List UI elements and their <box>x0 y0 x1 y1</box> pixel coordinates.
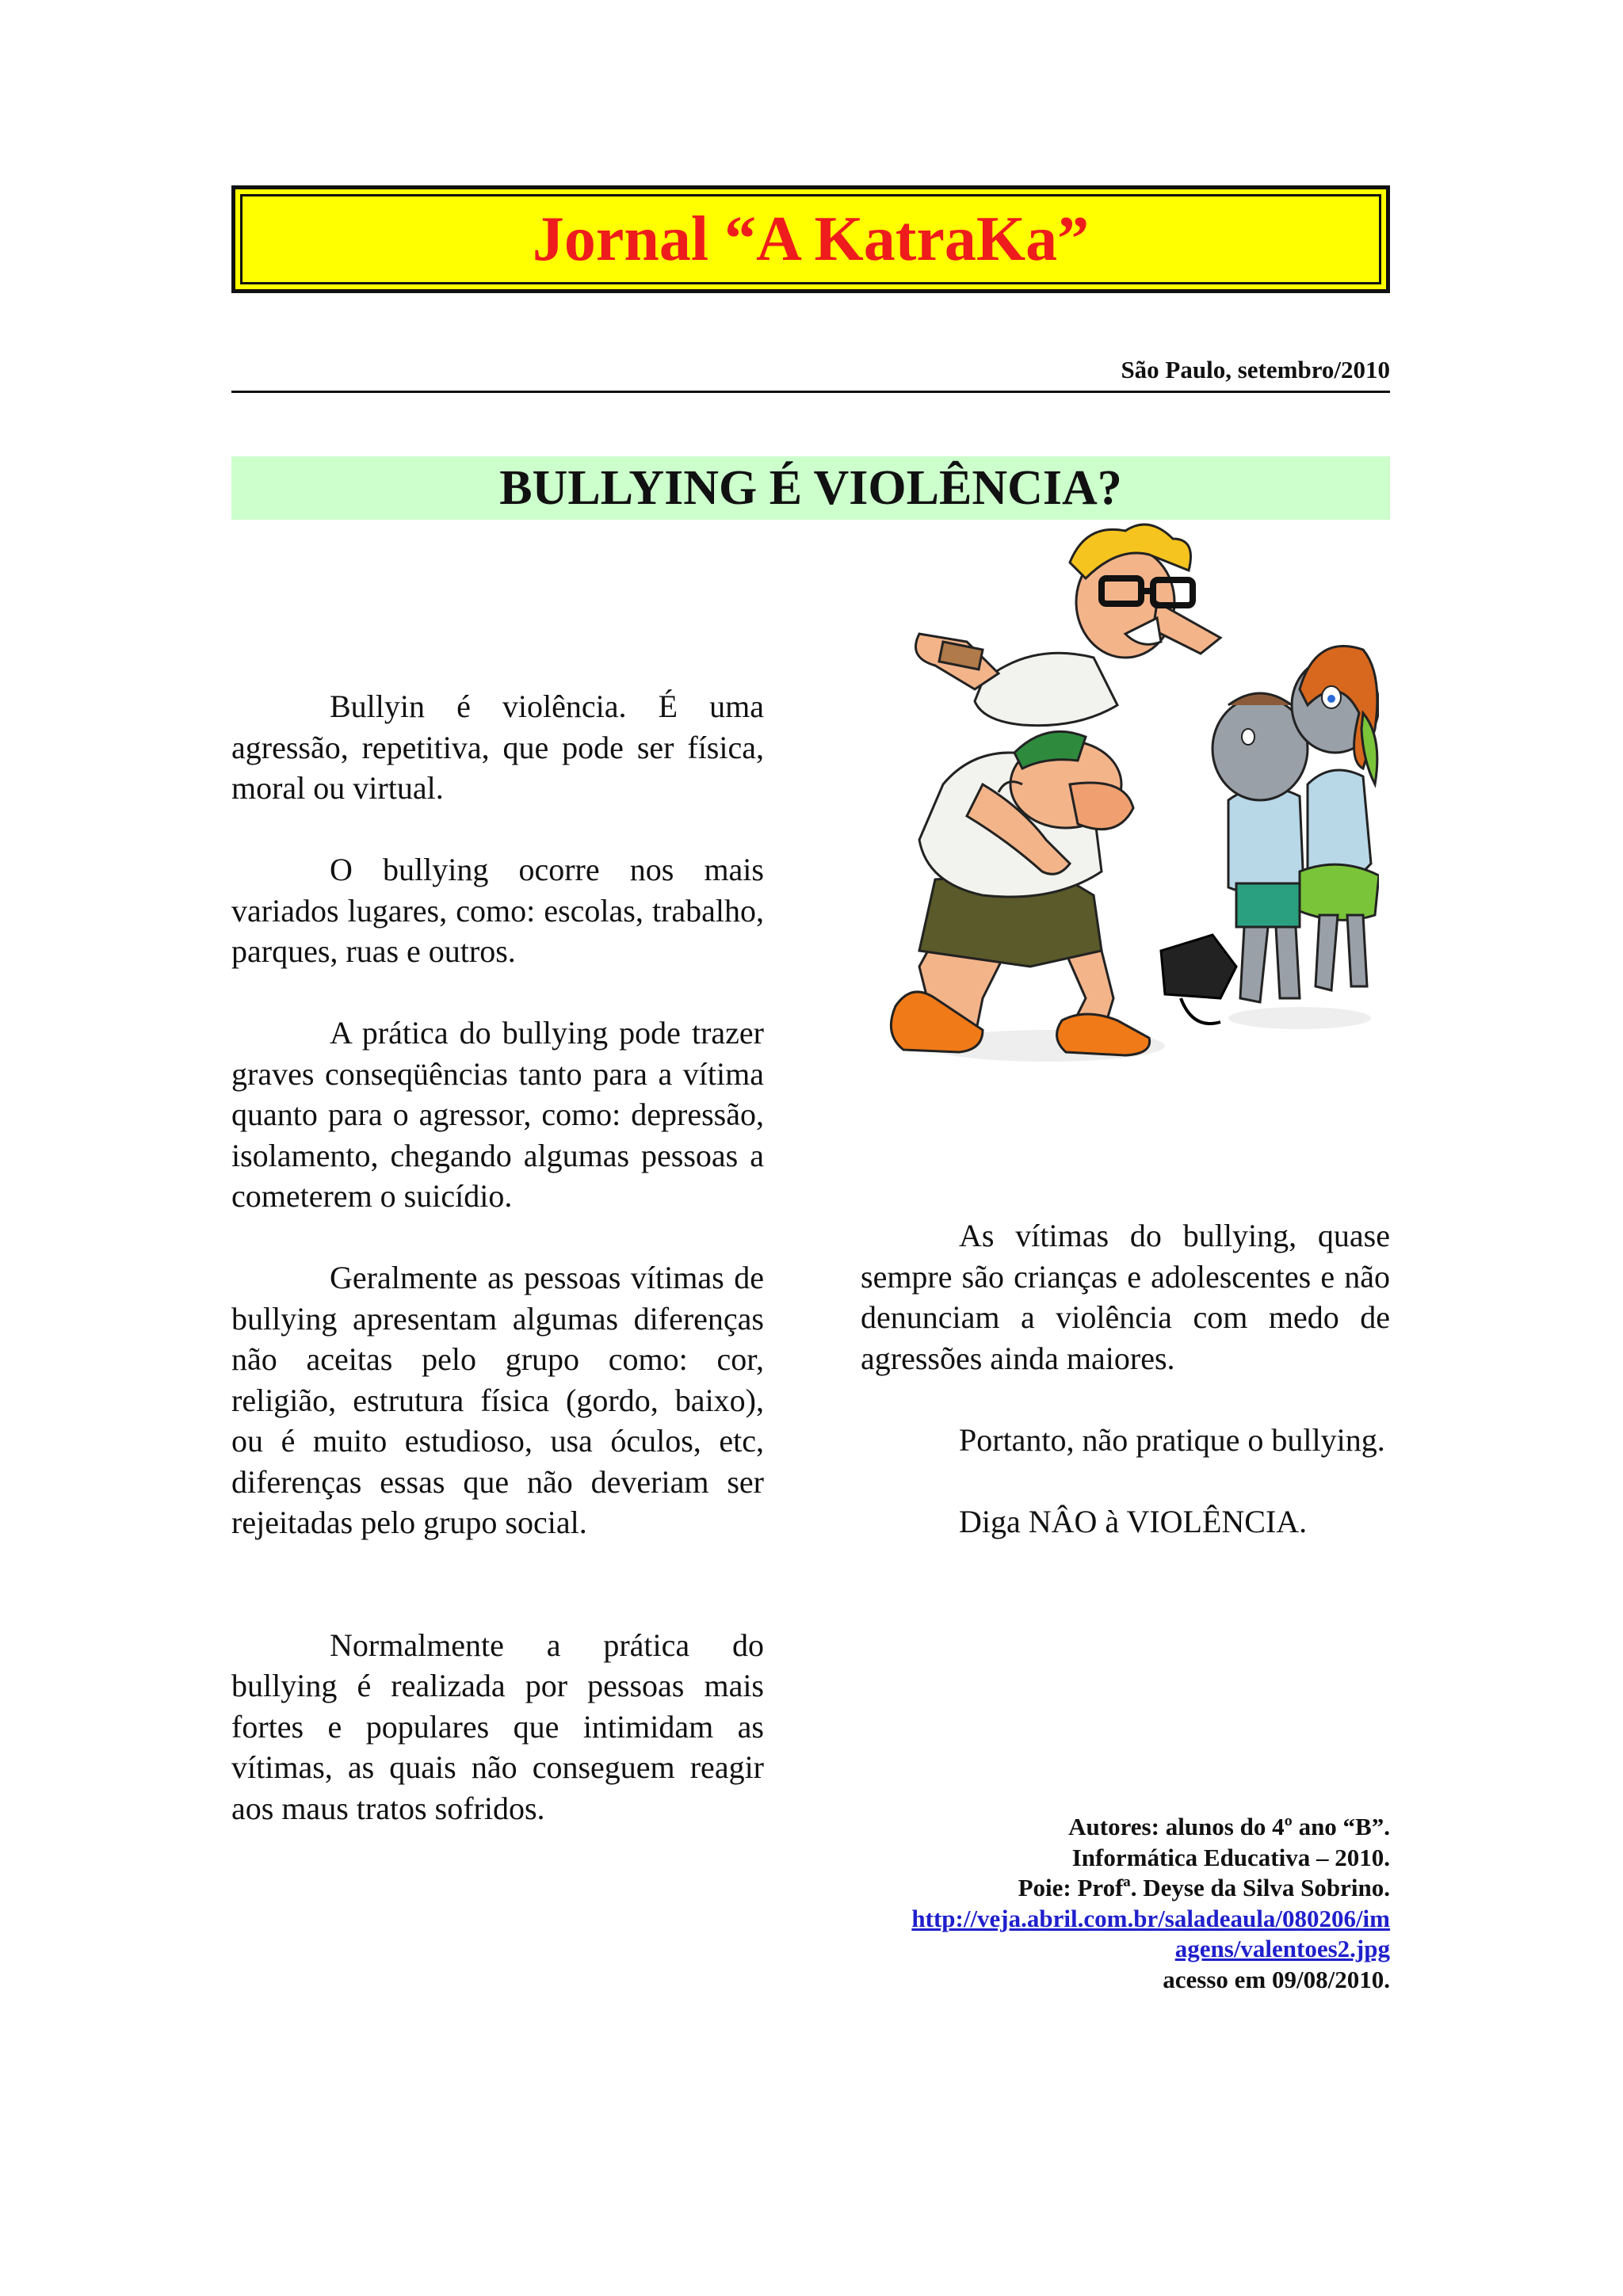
image-source-link-continued[interactable]: agens/valentoes2.jpg <box>1174 1935 1390 1962</box>
grey-boy-leg <box>1240 927 1268 1002</box>
paragraph: Geralmente as pessoas vítimas de bullying apresentam algumas diferenças não aceitas pelo grupo como: cor, religião, estrutura física (gordo, baixo), ou é muito estudioso, usa óculos, etc, diferenças essas que não deveriam ser rejeitadas pelo grupo social. <box>231 1260 764 1540</box>
grey-boy-shorts <box>1236 883 1300 927</box>
header-divider <box>231 391 1390 393</box>
school-bag-strap <box>1181 998 1220 1024</box>
paragraph: As vítimas do bullying, quase sempre são crianças e adolescentes e não denunciam a violência com medo de agressões ainda maiores. <box>861 1218 1390 1376</box>
girl-leg <box>1347 915 1367 986</box>
grey-boy-eye <box>1242 729 1254 745</box>
school-bag-icon <box>1161 935 1236 998</box>
tall-kid-nose <box>1153 602 1220 654</box>
girl-leg <box>1316 915 1338 990</box>
grey-boy-leg <box>1276 927 1300 998</box>
bully-open-mouth <box>1070 783 1133 830</box>
paragraph: Portanto, não pratique o bullying. <box>959 1421 1385 1458</box>
girl-pupil <box>1327 695 1335 703</box>
right-column <box>861 1215 1390 1542</box>
dateline: São Paulo, setembro/2010 <box>1121 356 1390 383</box>
newspaper-title: Jornal “A KatraKa” <box>532 204 1090 274</box>
credits-block <box>861 1812 1390 1995</box>
grey-boy-hair <box>1228 693 1292 705</box>
paragraph: Normalmente a prática do bullying é realizada por pessoas mais fortes e populares que intimidam as vítimas, as quais não conseguem reagir aos maus tratos sofridos. <box>231 1627 764 1826</box>
shadow-shape <box>1228 1007 1371 1029</box>
credits-teacher: Poie: Profª. Deyse da Silva Sobrino. <box>1018 1874 1390 1901</box>
paragraph: Bullyin é violência. É uma agressão, repetitiva, que pode ser física, moral ou virtual. <box>231 688 764 806</box>
newspaper-masthead <box>231 185 1390 293</box>
paragraph: A prática do bullying pode trazer graves conseqüências tanto para a vítima quanto para o agressor, como: depressão, isolamento, chegando algumas pessoas a cometerem o suicídio. <box>231 1015 764 1214</box>
headline-banner <box>231 456 1390 520</box>
girl-skirt <box>1300 864 1379 920</box>
image-source-link[interactable]: http://veja.abril.com.br/saladeaula/080206/im <box>911 1904 1390 1932</box>
credits-accessed-date: acesso em 09/08/2010. <box>1163 1965 1390 1993</box>
bully-front-shoe <box>1057 1014 1150 1055</box>
credits-authors: Autores: alunos do 4º ano “B”. <box>1068 1813 1390 1840</box>
left-column <box>231 686 764 1829</box>
tall-kid-shirt <box>975 653 1117 725</box>
article-headline: BULLYING É VIOLÊNCIA? <box>499 461 1122 515</box>
paragraph: Diga NÂO à VIOLÊNCIA. <box>959 1503 1308 1539</box>
paragraph: O bullying ocorre nos mais variados lugares, como: escolas, trabalho, parques, ruas e outros. <box>231 852 764 969</box>
grey-boy-shirt <box>1228 788 1304 895</box>
credits-course: Informática Educativa – 2010. <box>1071 1843 1390 1871</box>
bullying-cartoon-illustration <box>888 523 1379 1093</box>
